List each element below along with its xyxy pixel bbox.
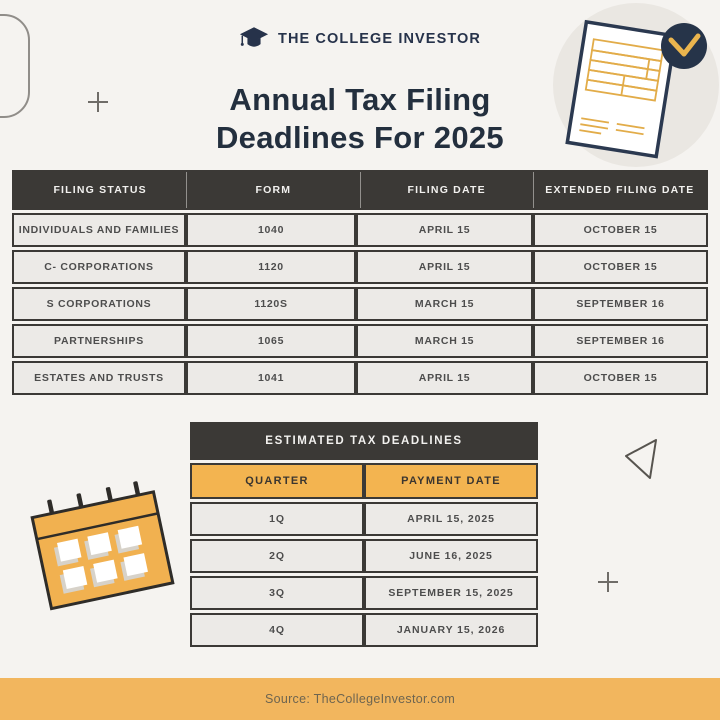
cell-payment-date: JUNE 16, 2025 xyxy=(364,539,538,573)
cell-form: 1040 xyxy=(186,213,356,247)
estimated-tax-table xyxy=(190,422,538,647)
cell-form: 1041 xyxy=(186,361,356,395)
cell-extended-date: OCTOBER 15 xyxy=(533,213,708,247)
cell-filing-date: APRIL 15 xyxy=(356,213,533,247)
table-row xyxy=(12,287,708,321)
column-header-filing-date: FILING DATE xyxy=(360,172,533,208)
cell-filing-status: S CORPORATIONS xyxy=(12,287,186,321)
cell-quarter: 1Q xyxy=(190,502,364,536)
filing-table-header xyxy=(12,170,708,210)
table-row xyxy=(190,613,538,647)
table-row xyxy=(12,361,708,395)
calendar-icon xyxy=(22,478,180,612)
source-footer xyxy=(0,678,720,720)
cell-filing-status: PARTNERSHIPS xyxy=(12,324,186,358)
filing-deadlines-table xyxy=(12,170,708,395)
graduation-cap-icon xyxy=(239,26,269,51)
cell-form: 1120 xyxy=(186,250,356,284)
cell-quarter: 3Q xyxy=(190,576,364,610)
plus-icon xyxy=(596,570,620,594)
table-row xyxy=(12,324,708,358)
brand-logo xyxy=(0,26,720,51)
estimated-table-header xyxy=(190,463,538,499)
cell-filing-date: APRIL 15 xyxy=(356,250,533,284)
triangle-outline-icon xyxy=(618,432,668,484)
cell-extended-date: SEPTEMBER 16 xyxy=(533,324,708,358)
brand-name: THE COLLEGE INVESTOR xyxy=(277,30,481,47)
cell-payment-date: JANUARY 15, 2026 xyxy=(364,613,538,647)
table-row xyxy=(12,213,708,247)
title-line-1: Annual Tax Filing xyxy=(229,81,491,117)
cell-extended-date: SEPTEMBER 16 xyxy=(533,287,708,321)
cell-filing-status: ESTATES AND TRUSTS xyxy=(12,361,186,395)
cell-payment-date: APRIL 15, 2025 xyxy=(364,502,538,536)
table-row xyxy=(190,576,538,610)
cell-quarter: 2Q xyxy=(190,539,364,573)
column-header-form: FORM xyxy=(186,172,359,208)
table-row xyxy=(190,502,538,536)
column-header-quarter: QUARTER xyxy=(190,463,364,499)
column-header-extended-filing-date: EXTENDED FILING DATE xyxy=(533,172,706,208)
cell-filing-date: MARCH 15 xyxy=(356,324,533,358)
cell-extended-date: OCTOBER 15 xyxy=(533,250,708,284)
cell-form: 1065 xyxy=(186,324,356,358)
table-row xyxy=(190,539,538,573)
source-text: Source: TheCollegeInvestor.com xyxy=(264,692,456,706)
column-header-payment-date: PAYMENT DATE xyxy=(364,463,538,499)
cell-extended-date: OCTOBER 15 xyxy=(533,361,708,395)
column-header-filing-status: FILING STATUS xyxy=(53,184,147,196)
title-line-2: Deadlines For 2025 xyxy=(216,119,504,155)
cell-quarter: 4Q xyxy=(190,613,364,647)
cell-filing-status: INDIVIDUALS AND FAMILIES xyxy=(12,213,186,247)
cell-filing-date: APRIL 15 xyxy=(356,361,533,395)
cell-form: 1120S xyxy=(186,287,356,321)
table-row xyxy=(12,250,708,284)
cell-filing-status: C- CORPORATIONS xyxy=(12,250,186,284)
cell-filing-date: MARCH 15 xyxy=(356,287,533,321)
page-title xyxy=(0,81,720,157)
cell-payment-date: SEPTEMBER 15, 2025 xyxy=(364,576,538,610)
estimated-table-title: ESTIMATED TAX DEADLINES xyxy=(190,422,538,460)
